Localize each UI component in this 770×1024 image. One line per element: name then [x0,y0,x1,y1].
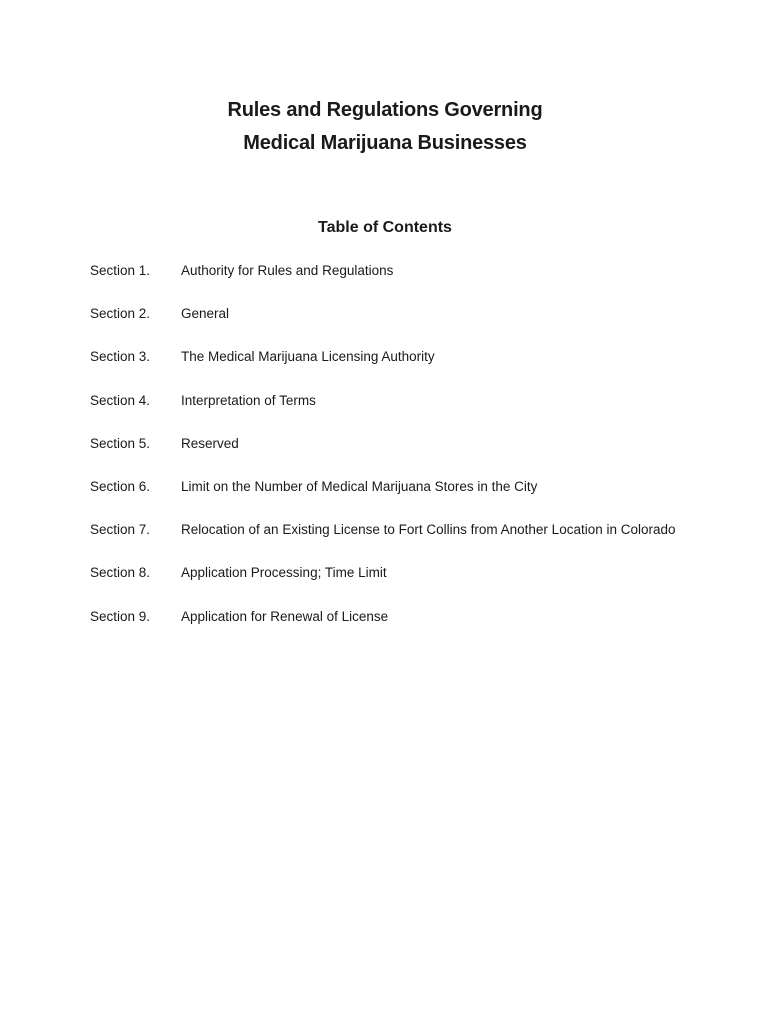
toc-heading: Table of Contents [318,219,452,236]
table-of-contents [90,261,750,650]
toc-section-title: Authority for Rules and Regulations [181,263,394,278]
toc-section-title: Limit on the Number of Medical Marijuana Stores in the City [181,478,538,494]
toc-entry-section-6 [90,477,750,520]
toc-section-number: Section 5. [90,435,151,451]
toc-section-number: Section 1. [90,263,151,278]
toc-entry-section-7 [90,520,750,563]
toc-section-number: Section 8. [90,565,151,581]
toc-section-title: Application for Renewal of License [181,608,389,624]
title-line-1: Rules and Regulations Governing [227,99,543,121]
toc-section-title: Relocation of an Existing License to Fort Collins from Another Location in Colorado [181,522,676,538]
toc-section-number: Section 3. [90,349,151,365]
toc-entry-section-1 [90,261,750,304]
toc-section-number: Section 6. [90,478,151,494]
toc-section-title: Interpretation of Terms [181,392,316,408]
toc-entry-section-2 [90,304,750,347]
toc-section-number: Section 7. [90,522,151,538]
document-title [0,94,770,160]
toc-section-number: Section 9. [90,608,151,624]
title-line-2: Medical Marijuana Businesses [243,132,527,154]
toc-section-number: Section 2. [90,306,151,322]
toc-entry-section-8 [90,563,750,606]
toc-entry-section-5 [90,434,750,477]
toc-section-number: Section 4. [90,392,151,408]
toc-entry-section-9 [90,607,750,650]
toc-entry-section-3 [90,347,750,390]
toc-section-title: The Medical Marijuana Licensing Authority [181,349,435,365]
toc-section-title: Reserved [181,435,239,451]
toc-section-title: General [181,306,230,322]
toc-entry-section-4 [90,391,750,434]
toc-section-title: Application Processing; Time Limit [181,565,387,581]
